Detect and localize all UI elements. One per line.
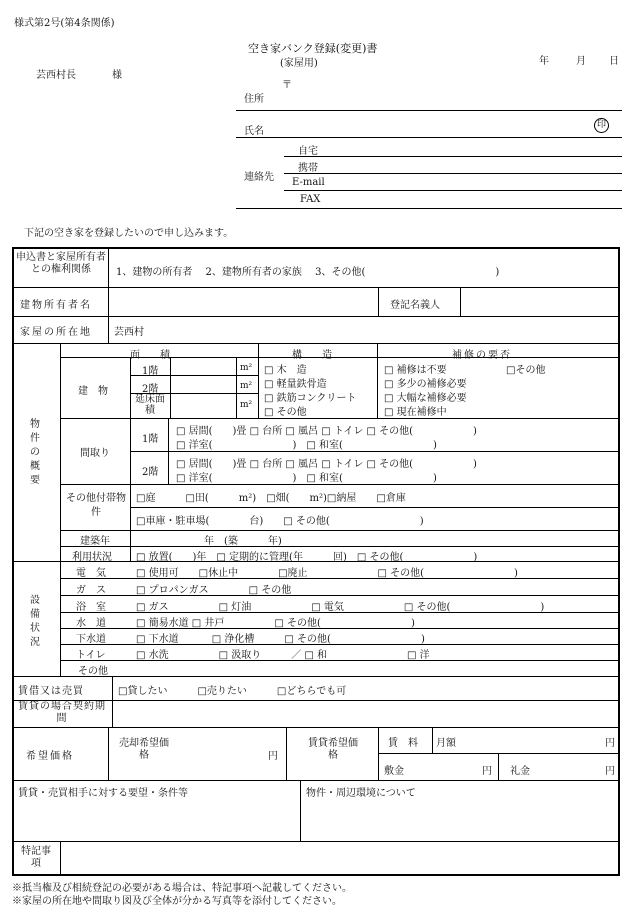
sale-yen: 円 xyxy=(268,751,278,762)
form-title: 空き家バンク登録(変更)書 xyxy=(248,42,378,55)
deal-value[interactable]: □貸したい □売りたい □どちらでも可 xyxy=(118,686,347,697)
monthly-label: 月額 xyxy=(436,738,456,749)
usage-value[interactable]: □ 放置( )年 □ 定期的に管理(年 回) □ その他( ) xyxy=(136,552,478,563)
deposit-yen: 円 xyxy=(482,766,492,777)
key-money-yen: 円 xyxy=(605,766,615,777)
deposit-label: 敷金 xyxy=(384,766,404,777)
environment-label: 物件・周辺環境について xyxy=(306,788,416,799)
owner-label: 建物所有者名 xyxy=(20,300,92,311)
date-month-label: 月 xyxy=(576,56,586,67)
date-day-label: 日 xyxy=(609,56,619,67)
toilet-label: トイレ xyxy=(76,650,106,661)
floor2-label: 2階 xyxy=(142,384,159,395)
annex-row2[interactable]: □車庫・駐車場( 台) □ その他( ) xyxy=(136,516,424,527)
struct-wood[interactable]: □ 木 造 xyxy=(264,365,307,376)
water-label: 水 道 xyxy=(76,618,106,629)
toilet-value[interactable]: □ 水洗 □ 汲取り ／ □ 和 □ 洋 xyxy=(136,650,430,661)
date-year-label: 年 xyxy=(539,56,549,67)
rent-fee-label: 賃 料 xyxy=(388,738,418,749)
bath-label: 浴 室 xyxy=(76,602,106,613)
layout-f1-row1[interactable]: □ 居間( )畳 □ 台所 □ 風呂 □ トイレ □ その他( ) xyxy=(176,426,477,437)
deal-label: 賃借又は売買 xyxy=(18,686,84,697)
mobile-label: 携帯 xyxy=(298,163,318,174)
annex-label: その他付帯物件 xyxy=(66,493,126,518)
key-money-label: 礼金 xyxy=(510,766,530,777)
requests-label: 賃貸・売買相手に対する要望・条件等 xyxy=(18,788,188,799)
built-value[interactable]: 年 (築 年) xyxy=(204,536,282,547)
gas-label: ガ ス xyxy=(76,585,106,596)
repair-none[interactable]: □ 補修は不要 xyxy=(384,365,447,376)
annex-row1[interactable]: □庭 □田( m²) □畑( m²)□納屋 □倉庫 xyxy=(136,493,406,504)
intro-text: 下記の空き家を登録したいので申し込みます。 xyxy=(24,228,234,239)
area-header: 面 積 xyxy=(130,350,170,361)
relation-label: 申込書と家屋所有者との権利関係 xyxy=(16,252,106,275)
layout-f2-row2[interactable]: □ 洋室( ) □ 和室( ) xyxy=(176,473,437,484)
form-number: 様式第2号(第4条関係) xyxy=(14,18,115,29)
layout-floor1: 1階 xyxy=(142,434,159,445)
addressee-suffix: 様 xyxy=(112,70,122,81)
sewer-value[interactable]: □ 下水道 □ 浄化槽 □ その他( ) xyxy=(136,634,425,645)
location-label: 家屋の所在地 xyxy=(20,327,92,338)
layout-label: 間取り xyxy=(80,448,110,459)
struct-other[interactable]: □ その他 xyxy=(264,407,307,418)
floor1-label: 1階 xyxy=(142,366,159,377)
repair-major[interactable]: □ 大幅な補修必要 xyxy=(384,393,467,404)
relation-options: 1、建物の所有者 2、建物所有者の家族 3、その他( ) xyxy=(116,267,500,278)
usage-label: 利用状況 xyxy=(72,552,112,563)
fax-label: FAX xyxy=(300,194,321,205)
building-label: 建 物 xyxy=(78,386,108,397)
form-subtitle: (家屋用) xyxy=(280,58,318,69)
sale-price-label: 売却希望価 格 xyxy=(119,738,189,761)
name-label: 氏名 xyxy=(244,126,264,137)
footnote-2: ※家屋の所在地や間取り図及び全体が分かる写真等を添付してください。 xyxy=(12,896,342,907)
struct-steel[interactable]: □ 軽量鉄骨造 xyxy=(264,379,327,390)
postal-mark: 〒 xyxy=(282,80,292,91)
seal-mark: 印 xyxy=(594,118,609,133)
registry-label: 登記名義人 xyxy=(390,300,440,311)
rent-price-label: 賃貸希望価 格 xyxy=(308,738,378,761)
structure-header: 構 造 xyxy=(292,350,332,361)
sqm-unit-2: m² xyxy=(240,381,253,391)
repair-other[interactable]: □その他 xyxy=(506,365,546,376)
name-line xyxy=(236,137,622,138)
sewer-label: 下水道 xyxy=(76,634,106,645)
home-phone-label: 自宅 xyxy=(298,146,318,157)
bath-value[interactable]: □ ガス □ 灯油 □ 電気 □ その他( ) xyxy=(136,602,545,613)
elec-value[interactable]: □ 使用可 □休止中 □廃止 □ その他( ) xyxy=(136,568,518,579)
sqm-unit-1: m² xyxy=(240,363,253,373)
water-value[interactable]: □ 簡易水道 □ 井戸 □ その他( ) xyxy=(136,618,415,629)
sqm-unit-3: m² xyxy=(240,400,253,410)
built-label: 建築年 xyxy=(80,536,110,547)
contact-label: 連絡先 xyxy=(244,172,274,183)
lease-label: 賃貸の場合契約期間 xyxy=(18,701,106,724)
gas-value[interactable]: □ プロパンガス □ その他 xyxy=(136,585,292,596)
addressee: 芸西村長 xyxy=(36,70,76,81)
location-value: 芸西村 xyxy=(114,327,144,338)
address-line xyxy=(236,110,622,111)
footnote-1: ※抵当権及び相続登記の必要がある場合は、特記事項へ記載してください。 xyxy=(12,883,352,894)
price-label: 希望価格 xyxy=(26,751,74,762)
total-area-label: 延床面積 xyxy=(135,394,165,416)
other-label: その他 xyxy=(78,666,108,677)
notes-label: 特記事項 xyxy=(21,846,51,869)
elec-label: 電 気 xyxy=(76,568,106,579)
struct-rc[interactable]: □ 鉄筋コンクリート xyxy=(264,393,357,404)
repair-now[interactable]: □ 現在補修中 xyxy=(384,407,447,418)
facility-label: 設備状況 xyxy=(30,595,40,648)
repair-some[interactable]: □ 多少の補修必要 xyxy=(384,379,467,390)
email-label: E-mail xyxy=(292,177,325,188)
layout-f1-row2[interactable]: □ 洋室( ) □ 和室( ) xyxy=(176,440,437,451)
layout-floor2: 2階 xyxy=(142,467,159,478)
address-label: 住所 xyxy=(244,94,264,105)
monthly-yen: 円 xyxy=(605,738,615,749)
overview-label: 物件の概要 xyxy=(30,419,40,486)
layout-f2-row1[interactable]: □ 居間( )畳 □ 台所 □ 風呂 □ トイレ □ その他( ) xyxy=(176,459,477,470)
repair-header: 補修の要否 xyxy=(452,350,512,361)
